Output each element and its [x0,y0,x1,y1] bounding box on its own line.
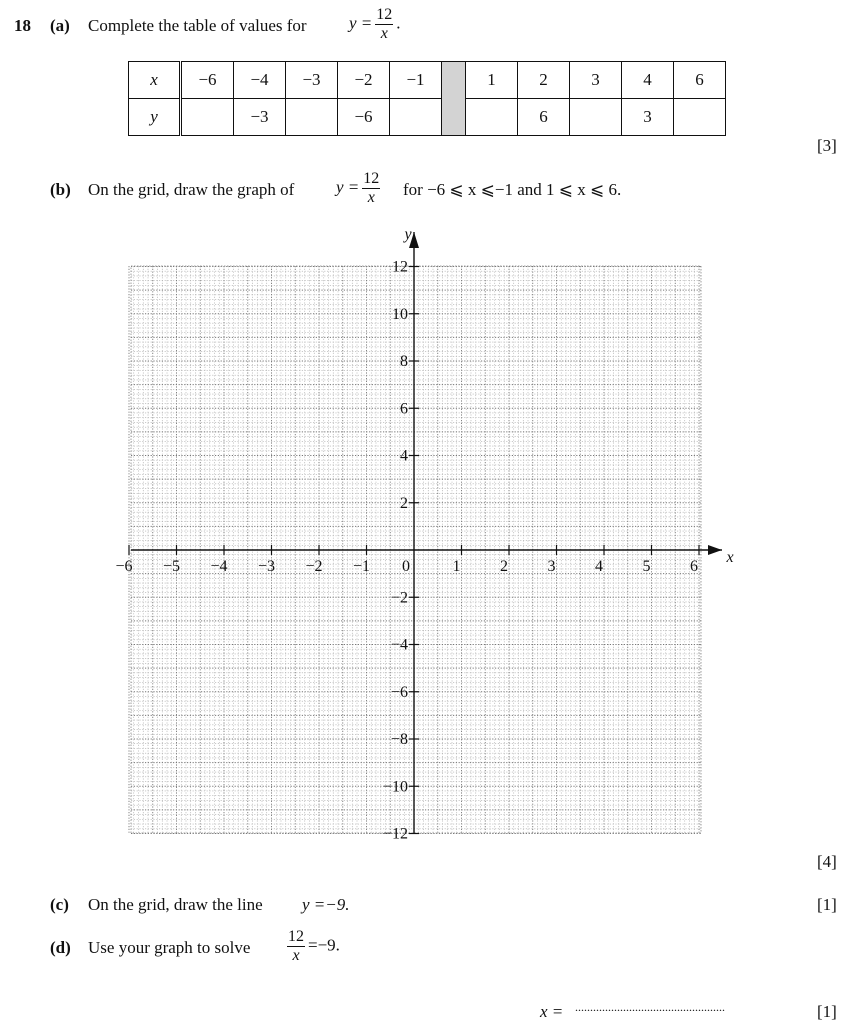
part-c-marks: [1] [817,895,837,914]
y-cell[interactable] [286,99,338,136]
eq-end: . [396,13,401,33]
x-tick-label: −3 [257,558,276,575]
x-cell: −3 [286,62,338,99]
y-tick-label: −4 [390,636,408,654]
question-number: 18 [14,16,31,35]
part-d-marks: [1] [817,1002,837,1021]
x-tick-label: 0 [402,558,410,575]
part-a-equation [349,7,401,42]
eq-lhs: y = [349,13,373,33]
y-header: y [129,99,181,136]
y-tick-label: −6 [390,683,408,701]
x-cell: −4 [234,62,286,99]
eq-numerator: 12 [363,170,380,187]
part-a-text: Complete the table of values for [88,16,307,35]
x-tick-label: −5 [162,558,181,575]
y-cell: 3 [622,99,674,136]
y-tick-label: 2 [400,494,408,512]
x-cell: −1 [390,62,442,99]
answer-prefix: x = [540,1002,564,1021]
part-c-equation: y =−9. [302,895,350,914]
y-axis-label: y [404,226,412,243]
part-b-marks: [4] [817,852,837,871]
eq-denominator: x [367,189,375,206]
y-cell[interactable] [181,99,234,136]
x-cell: −2 [338,62,390,99]
y-tick-label: 10 [392,305,408,323]
x-cell: 4 [622,62,674,99]
x-tick-label: −4 [210,558,228,575]
x-header: x [129,62,181,99]
y-tick-label: −8 [390,731,408,748]
part-d-label: (d) [50,938,71,957]
x-cell: 6 [674,62,726,99]
x-tick-label: −1 [352,558,371,575]
eq-numerator: 12 [376,6,393,23]
part-c-text: On the grid, draw the line [88,895,263,914]
x-axis-label: x [726,549,734,566]
x-cell: 3 [570,62,622,99]
y-cell[interactable] [674,99,726,136]
x-tick-label: −6 [115,558,133,575]
y-cell[interactable] [466,99,518,136]
y-row [129,99,726,136]
y-tick-label: −12 [382,825,408,843]
part-b-range: for −6 ⩽ x ⩽−1 and 1 ⩽ x ⩽ 6. [403,180,622,199]
part-b-text: On the grid, draw the graph of [88,180,295,199]
part-c-label: (c) [50,895,69,914]
eq-rhs: =−9. [308,935,340,955]
part-d-equation [284,929,340,964]
values-table [128,61,726,136]
x-cell: 2 [518,62,570,99]
y-cell[interactable] [390,99,442,136]
x-tick-label: 4 [595,558,603,575]
x-tick-label: 5 [642,558,651,575]
y-tick-label: 12 [392,258,408,276]
x-cell: −6 [181,62,234,99]
y-tick-label: 6 [400,400,408,418]
part-a-marks: [3] [817,136,837,155]
graph-grid[interactable] [0,215,853,875]
part-b-label: (b) [50,180,71,199]
table-gap [442,62,466,136]
eq-fraction [375,7,393,42]
eq-numerator: 12 [288,928,304,945]
x-axis-arrow-icon [708,545,722,555]
y-tick-label: −10 [382,778,408,796]
part-d-text: Use your graph to solve [88,938,251,957]
eq-lhs: y = [336,177,360,197]
eq-denominator: x [292,947,300,964]
eq-fraction [287,929,305,964]
y-cell: 6 [518,99,570,136]
answer-line[interactable]: .................................................. [575,1000,725,1014]
y-tick-label: 8 [400,353,408,370]
part-b-equation [336,171,383,206]
part-a-label: (a) [50,16,70,35]
x-tick-label: −2 [305,558,323,575]
y-tick-label: −2 [390,589,408,607]
x-row [129,62,726,99]
y-tick-label: 4 [400,447,408,465]
y-cell: −6 [338,99,390,136]
eq-denominator: x [380,25,388,42]
y-cell: −3 [234,99,286,136]
x-tick-label: 6 [690,558,698,575]
x-cell: 1 [466,62,518,99]
x-tick-label: 1 [452,558,461,575]
x-tick-label: 2 [500,558,508,575]
eq-fraction [362,171,380,206]
y-cell[interactable] [570,99,622,136]
x-tick-label: 3 [547,558,556,575]
